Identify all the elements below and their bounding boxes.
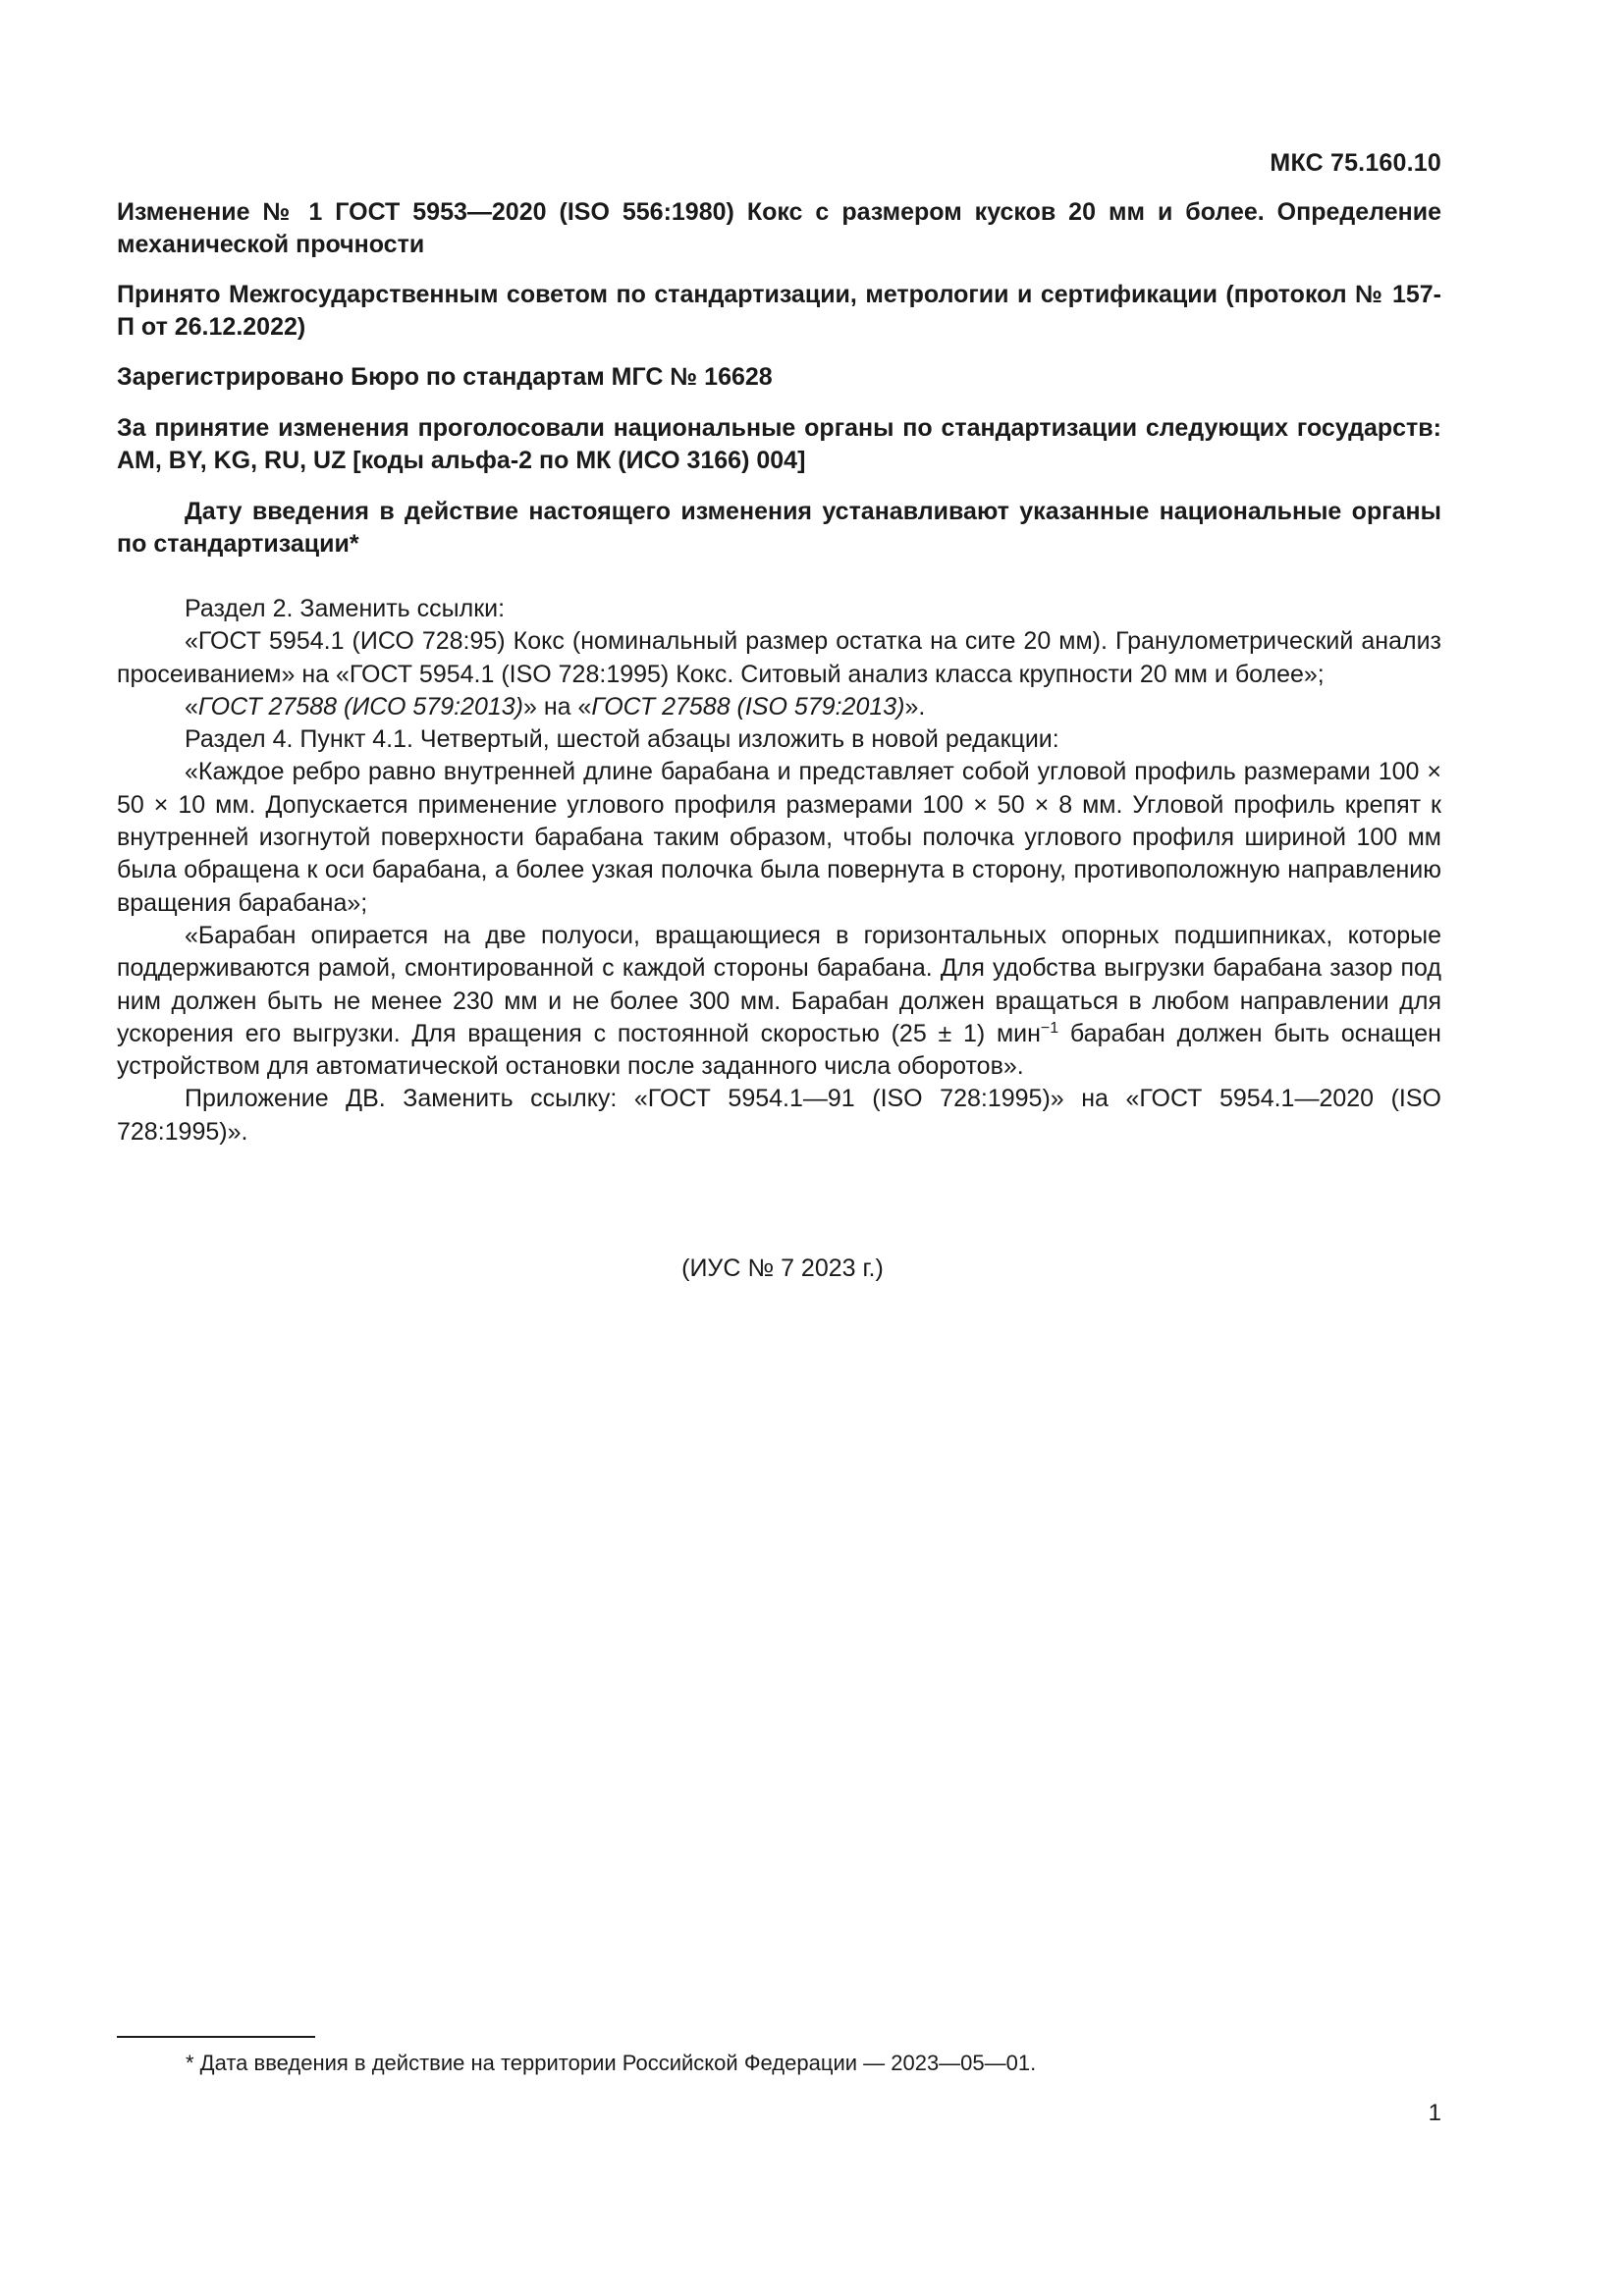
paragraph-reference-2 — [117, 691, 1441, 723]
paragraph-section4: Раздел 4. Пункт 4.1. Четвертый, шестой абзацы изложить в новой редакции: — [185, 725, 1059, 754]
voting-statement: За принятие изменения проголосовали национальные органы по стандартизации следующих государств: AM, BY, KG, RU, UZ [коды альфа-2 по МК (ИСО 3166) 004] — [117, 414, 1441, 474]
new-reference: ГОСТ 27588 (ISO 579:2013) — [591, 692, 905, 721]
paragraph-appendix: Приложение ДВ. Заменить ссылку: «ГОСТ 5954.1—91 (ISO 728:1995)» на «ГОСТ 5954.1—2020 (ISO 728:1995)». — [117, 1085, 1441, 1146]
footnote: * Дата введения в действие на территории Российской Федерации — 2023—05—01. — [186, 2051, 1037, 2075]
paragraph-section2: Раздел 2. Заменить ссылки: — [185, 595, 506, 622]
page-number: 1 — [1428, 2100, 1441, 2126]
registration-statement: Зарегистрировано Бюро по стандартам МГС № 16628 — [117, 363, 773, 391]
mks-code: МКС 75.160.10 — [1270, 149, 1441, 177]
adopted-statement: Принято Межгосударственным советом по стандартизации, метрологии и сертификации (протокол № 157-П от 26.12.2022) — [117, 281, 1441, 341]
amendment-body — [117, 593, 1441, 1148]
reference-connector: » на « — [523, 692, 592, 721]
amendment-title: Изменение № 1 ГОСТ 5953—2020 (ISO 556:1980) Кокс с размером кусков 20 мм и более. Определение механической прочности — [117, 198, 1441, 258]
effective-date-statement: Дату введения в действие настоящего изменения устанавливают указанные национальные органы по стандартизации* — [117, 498, 1441, 558]
paragraph-reference-1: «ГОСТ 5954.1 (ИСО 728:95) Кокс (номинальный размер остатка на сите 20 мм). Гранулометрический анализ просеиванием» на «ГОСТ 5954.1 (ISO 728:1995) Кокс. Ситовый анализ класса крупности 20 мм и более»; — [117, 627, 1441, 688]
footnote-divider — [117, 2036, 315, 2038]
old-reference: ГОСТ 27588 (ИСО 579:2013) — [197, 692, 523, 721]
quote-open: « — [185, 692, 198, 721]
paragraph-drum — [117, 920, 1441, 1083]
superscript-minus-one: −1 — [1040, 1019, 1059, 1037]
drum-text-after: барабан должен быть оснащен устройством для автоматической остановки после заданного числа оборотов». — [117, 1019, 1441, 1081]
ius-reference: (ИУС № 7 2023 г.) — [681, 1255, 884, 1282]
paragraph-ribs: «Каждое ребро равно внутренней длине барабана и представляет собой угловой профиль размерами 100 × 50 × 10 мм. Допускается применение углового профиля размерами 100 × 50 × 8 мм. Угловой профиль крепят к внутренней изогнутой поверхности барабана таким образом, чтобы полочка углового профиля шириной 100 мм была обращена к оси барабана, а более узкая полочка была повернута в сторону, противоположную направлению вращения барабана»; — [117, 758, 1441, 917]
quote-close: ». — [904, 692, 926, 721]
drum-text-before: «Барабан опирается на две полуоси, вращающиеся в горизонтальных опорных подшипниках, которые поддерживаются рамой, смонтированной с каждой стороны барабана. Для удобства выгрузки барабана зазор под ним должен быть не менее 230 мм и не более 300 мм. Барабан должен вращаться в любом направлении для ускорения его выгрузки. Для вращения с постоянной скоростью (25 ± 1) мин — [117, 921, 1441, 1047]
